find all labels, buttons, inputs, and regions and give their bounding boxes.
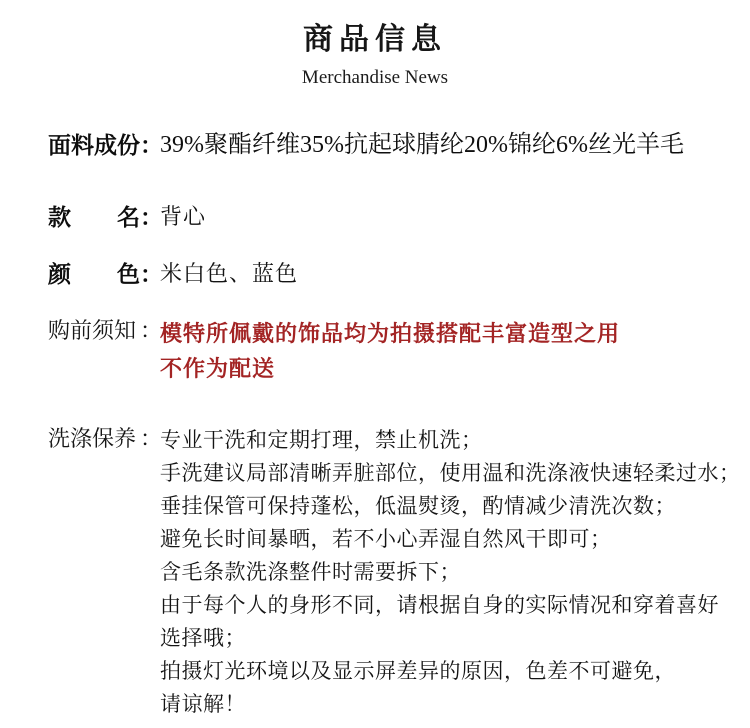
color-value: 米白色、蓝色 [160, 261, 299, 286]
color-label-text: 颜 色 [48, 261, 140, 287]
care-line: 拍摄灯光环境以及显示屏差异的原因，色差不可避免， [160, 660, 676, 683]
color-label-colon: ： [140, 261, 163, 287]
care-line: 避免长时间暴晒，若不小心弄湿自然风干即可； [160, 528, 612, 551]
page-subtitle: Merchandise News [301, 67, 449, 88]
care-line: 含毛条款洗涤整件时需要拆下； [160, 561, 461, 584]
fabric-label-text: 面料成份 [48, 132, 140, 158]
style-name-value: 背心 [160, 204, 207, 229]
page-title: 商品信息 [303, 23, 447, 56]
color-label [48, 259, 163, 289]
fabric-label [48, 130, 163, 160]
purchase-notice-label [48, 316, 163, 346]
product-info-section [0, 130, 750, 721]
field-row-care-instructions [48, 424, 741, 721]
care-line: 由于每个人的身形不同，请根据自身的实际情况和穿着喜好 [160, 594, 719, 617]
field-row-purchase-notice [48, 316, 720, 386]
care-line: 垂挂保管可保持蓬松，低温熨烫，酌情减少清洗次数； [160, 495, 676, 518]
care-line: 选择哦； [160, 627, 246, 650]
purchase-notice-label-colon: ： [140, 318, 163, 343]
care-line: 专业干洗和定期打理，禁止机洗； [160, 429, 483, 452]
field-row-style-name [48, 202, 720, 232]
style-name-label-text: 款 名 [48, 204, 140, 230]
purchase-notice-value [160, 316, 720, 386]
care-line: 请谅解！ [160, 693, 246, 716]
fabric-label-colon: ： [140, 132, 163, 158]
care-instructions [160, 424, 741, 721]
style-name-label-colon: ： [140, 204, 163, 230]
care-label [48, 424, 163, 454]
care-line: 手洗建议局部清晰弄脏部位，使用温和洗涤液快速轻柔过水； [160, 462, 741, 485]
purchase-notice-line: 模特所佩戴的饰品均为拍摄搭配丰富造型之用 [160, 321, 621, 346]
style-name-label [48, 202, 163, 232]
page-header [0, 0, 750, 90]
care-label-colon: ： [140, 426, 163, 451]
care-label-text: 洗涤保养 [48, 426, 137, 451]
field-row-fabric [48, 130, 720, 161]
fabric-value: 39%聚酯纤维35%抗起球腈纶20%锦纶6%丝光羊毛 [160, 132, 684, 158]
purchase-notice-label-text: 购前须知 [48, 318, 137, 343]
field-row-color [48, 259, 720, 289]
purchase-notice-line: 不作为配送 [160, 356, 276, 381]
